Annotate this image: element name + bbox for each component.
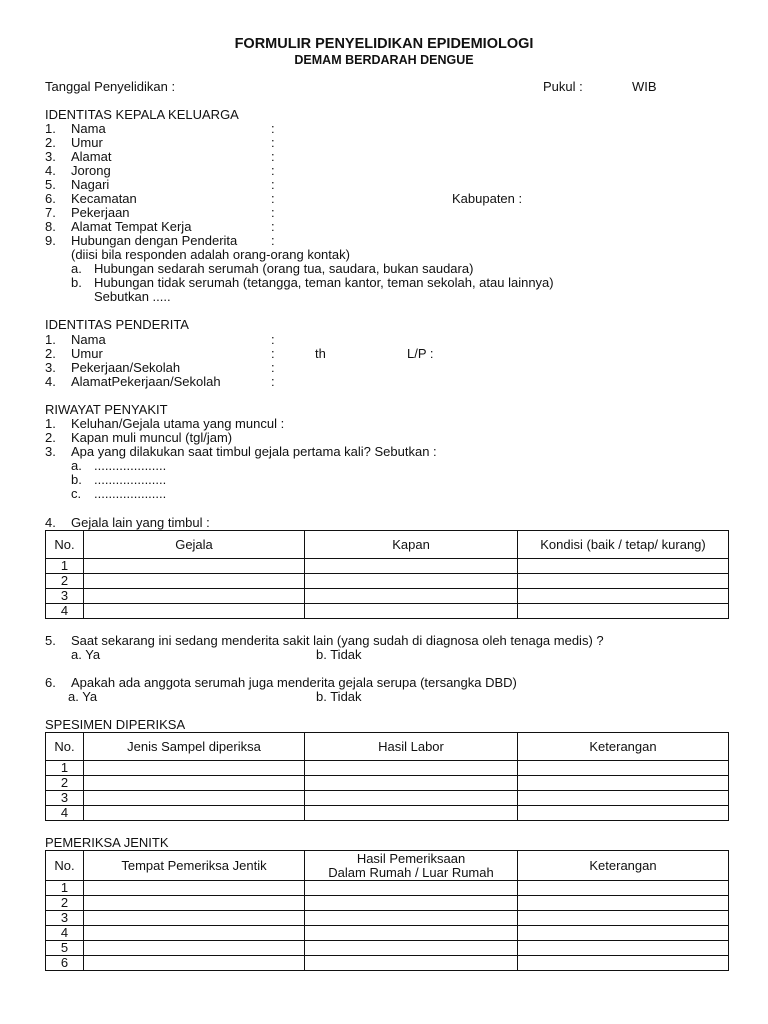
riwayat-q3-num: 3. <box>45 444 56 459</box>
lp-label: L/P : <box>407 346 434 361</box>
kk-item-num: 6. <box>45 191 56 206</box>
spesimen-row-number: 2 <box>46 776 84 791</box>
jentik-row <box>46 881 729 896</box>
form-title: FORMULIR PENYELIDIKAN EPIDEMIOLOGI <box>234 36 534 52</box>
jentik-row-number: 5 <box>46 941 84 956</box>
kk-item-num: 3. <box>45 149 56 164</box>
penderita-item-num: 1. <box>45 332 56 347</box>
kk-item-field[interactable]: : <box>271 121 275 136</box>
jentik-cell[interactable] <box>84 956 305 971</box>
q6-option-ya[interactable]: a. Ya <box>68 689 98 704</box>
spesimen-cell[interactable] <box>84 806 305 821</box>
spesimen-row <box>46 776 729 791</box>
gejala-header: No. <box>46 531 84 559</box>
q5-text: Saat sekarang ini sedang menderita sakit lain (yang sudah di diagnosa oleh tenaga medis) ? <box>71 633 604 648</box>
penderita-item-label: Nama <box>71 332 106 347</box>
kk-item-field[interactable]: : <box>271 135 275 150</box>
gejala-row-number: 1 <box>46 559 84 574</box>
gejala-row <box>46 574 729 589</box>
spesimen-row <box>46 806 729 821</box>
gejala-row-number: 2 <box>46 574 84 589</box>
gejala-row <box>46 559 729 574</box>
spesimen-cell[interactable] <box>305 776 518 791</box>
kk-option-a: Hubungan sedarah serumah (orang tua, saudara, bukan saudara) <box>94 261 474 276</box>
penderita-item-field[interactable]: : <box>271 346 275 361</box>
jentik-cell[interactable] <box>305 926 518 941</box>
spesimen-cell[interactable] <box>518 806 729 821</box>
penderita-item-field[interactable]: : <box>271 360 275 375</box>
jentik-cell[interactable] <box>84 926 305 941</box>
jentik-cell[interactable] <box>84 911 305 926</box>
kk-item-field[interactable]: : <box>271 177 275 192</box>
spesimen-cell[interactable] <box>518 761 729 776</box>
jentik-cell[interactable] <box>84 896 305 911</box>
kk-item-field[interactable]: : <box>271 149 275 164</box>
penderita-item-label: AlamatPekerjaan/Sekolah <box>71 374 221 389</box>
kk-item-field[interactable]: : <box>271 233 275 248</box>
jentik-cell[interactable] <box>305 956 518 971</box>
spesimen-header: Hasil Labor <box>305 733 518 761</box>
jentik-header-hasil-line1: Hasil Pemeriksaan <box>356 850 466 866</box>
jentik-row-number: 1 <box>46 881 84 896</box>
jentik-header-tempat: Tempat Pemeriksa Jentik <box>84 851 305 881</box>
riwayat-q4: Gejala lain yang timbul : <box>71 515 210 530</box>
kk-sebutkan: Sebutkan ..... <box>94 289 171 304</box>
kk-item-label: Hubungan dengan Penderita <box>71 233 238 248</box>
riwayat-q3-option-letter: a. <box>71 458 82 473</box>
gejala-cell[interactable] <box>305 574 518 589</box>
riwayat-q3-option-field[interactable]: .................... <box>94 472 167 487</box>
jentik-cell[interactable] <box>518 956 729 971</box>
riwayat-q3-option-field[interactable]: .................... <box>94 486 167 501</box>
gejala-cell[interactable] <box>305 559 518 574</box>
jentik-cell[interactable] <box>84 941 305 956</box>
penderita-item-label: Umur <box>71 346 103 361</box>
gejala-table <box>45 530 729 619</box>
kk-item-field[interactable]: : <box>271 163 275 178</box>
jentik-row <box>46 896 729 911</box>
kk-item-label: Alamat Tempat Kerja <box>71 219 192 234</box>
kk-option-b-letter: b. <box>71 275 82 290</box>
spesimen-cell[interactable] <box>84 776 305 791</box>
kk-item-field[interactable]: : <box>271 219 275 234</box>
jentik-header-keterangan: Keterangan <box>518 851 729 881</box>
penderita-item-field[interactable]: : <box>271 374 275 389</box>
kabupaten-label: Kabupaten : <box>452 191 523 206</box>
kk-item-num: 7. <box>45 205 56 220</box>
jentik-cell[interactable] <box>518 881 729 896</box>
kk-item-field[interactable]: : <box>271 191 275 206</box>
jentik-row-number: 2 <box>46 896 84 911</box>
penderita-item-field[interactable]: : <box>271 332 275 347</box>
kk-item-num: 2. <box>45 135 56 150</box>
jentik-heading: PEMERIKSA JENITK <box>45 835 169 850</box>
jentik-row <box>46 941 729 956</box>
riwayat-q2-num: 2. <box>45 430 56 445</box>
kk-item-num: 1. <box>45 121 56 136</box>
kk-item-label: Nama <box>71 121 106 136</box>
pukul-label: Pukul : <box>543 79 583 94</box>
jentik-cell[interactable] <box>518 941 729 956</box>
riwayat-q1-num: 1. <box>45 416 56 431</box>
jentik-cell[interactable] <box>305 896 518 911</box>
jentik-cell[interactable] <box>305 941 518 956</box>
kepala-keluarga-heading: IDENTITAS KEPALA KELUARGA <box>45 107 239 122</box>
kk-item-label: Pekerjaan <box>71 205 130 220</box>
q6-option-tidak[interactable]: b. Tidak <box>316 689 362 704</box>
spesimen-cell[interactable] <box>518 776 729 791</box>
gejala-header: Kapan <box>305 531 518 559</box>
spesimen-row <box>46 791 729 806</box>
spesimen-cell[interactable] <box>518 791 729 806</box>
spesimen-header: No. <box>46 733 84 761</box>
spesimen-row-number: 1 <box>46 761 84 776</box>
kk-option-a-letter: a. <box>71 261 82 276</box>
jentik-table <box>45 850 729 971</box>
jentik-cell[interactable] <box>84 881 305 896</box>
gejala-cell[interactable] <box>518 574 729 589</box>
jentik-row-number: 6 <box>46 956 84 971</box>
riwayat-q3: Apa yang dilakukan saat timbul gejala pertama kali? Sebutkan : <box>71 444 437 459</box>
spesimen-row <box>46 761 729 776</box>
q6-text: Apakah ada anggota serumah juga menderita gejala serupa (tersangka DBD) <box>71 675 517 690</box>
riwayat-heading: RIWAYAT PENYAKIT <box>45 402 168 417</box>
kk-item-label: Nagari <box>71 177 110 192</box>
jentik-cell[interactable] <box>518 926 729 941</box>
tanggal-label: Tanggal Penyelidikan : <box>45 79 176 94</box>
spesimen-table <box>45 732 729 821</box>
penderita-item-label: Pekerjaan/Sekolah <box>71 360 181 375</box>
kk-note: (diisi bila responden adalah orang-orang kontak) <box>71 247 350 262</box>
q5-option-tidak[interactable]: b. Tidak <box>316 647 362 662</box>
gejala-header: Kondisi (baik / tetap/ kurang) <box>518 531 729 559</box>
umur-th-label: th <box>315 346 326 361</box>
penderita-item-num: 3. <box>45 360 56 375</box>
gejala-cell[interactable] <box>518 559 729 574</box>
penderita-heading: IDENTITAS PENDERITA <box>45 317 189 332</box>
q5-num: 5. <box>45 633 56 648</box>
jentik-header-no: No. <box>46 851 84 881</box>
riwayat-q3-option-letter: b. <box>71 472 82 487</box>
gejala-row-number: 3 <box>46 589 84 604</box>
kk-item-num: 9. <box>45 233 56 248</box>
jentik-row <box>46 926 729 941</box>
gejala-header: Gejala <box>84 531 305 559</box>
kk-item-num: 4. <box>45 163 56 178</box>
jentik-header-hasil <box>305 851 518 881</box>
gejala-cell[interactable] <box>518 604 729 619</box>
gejala-cell[interactable] <box>305 589 518 604</box>
kk-item-num: 8. <box>45 219 56 234</box>
kk-item-label: Alamat <box>71 149 112 164</box>
riwayat-q3-option-letter: c. <box>71 486 82 501</box>
jentik-cell[interactable] <box>305 911 518 926</box>
gejala-row-number: 4 <box>46 604 84 619</box>
q6-num: 6. <box>45 675 56 690</box>
gejala-cell[interactable] <box>84 559 305 574</box>
jentik-row-number: 4 <box>46 926 84 941</box>
jentik-cell[interactable] <box>518 896 729 911</box>
spesimen-cell[interactable] <box>84 791 305 806</box>
spesimen-header: Jenis Sampel diperiksa <box>84 733 305 761</box>
jentik-row <box>46 956 729 971</box>
q5-option-ya[interactable]: a. Ya <box>71 647 101 662</box>
riwayat-q3-option-field[interactable]: .................... <box>94 458 167 473</box>
kk-item-label: Jorong <box>71 163 111 178</box>
gejala-row <box>46 604 729 619</box>
kk-item-label: Kecamatan <box>71 191 137 206</box>
penderita-item-num: 4. <box>45 374 56 389</box>
kk-item-label: Umur <box>71 135 103 150</box>
gejala-cell[interactable] <box>518 589 729 604</box>
spesimen-cell[interactable] <box>84 761 305 776</box>
gejala-cell[interactable] <box>305 604 518 619</box>
spesimen-cell[interactable] <box>305 761 518 776</box>
jentik-row-number: 3 <box>46 911 84 926</box>
wib-label: WIB <box>632 79 657 94</box>
jentik-row <box>46 911 729 926</box>
kk-item-num: 5. <box>45 177 56 192</box>
form-subtitle: DEMAM BERDARAH DENGUE <box>294 53 474 67</box>
spesimen-row-number: 3 <box>46 791 84 806</box>
spesimen-cell[interactable] <box>305 806 518 821</box>
spesimen-row-number: 4 <box>46 806 84 821</box>
gejala-cell[interactable] <box>84 604 305 619</box>
gejala-cell[interactable] <box>84 574 305 589</box>
spesimen-heading: SPESIMEN DIPERIKSA <box>45 717 186 732</box>
spesimen-header: Keterangan <box>518 733 729 761</box>
jentik-cell[interactable] <box>305 881 518 896</box>
kk-option-b: Hubungan tidak serumah (tetangga, teman kantor, teman sekolah, atau lainnya) <box>94 275 554 290</box>
riwayat-q1: Keluhan/Gejala utama yang muncul : <box>71 416 285 431</box>
gejala-cell[interactable] <box>84 589 305 604</box>
jentik-cell[interactable] <box>518 911 729 926</box>
kk-item-field[interactable]: : <box>271 205 275 220</box>
penderita-item-num: 2. <box>45 346 56 361</box>
gejala-row <box>46 589 729 604</box>
riwayat-q2: Kapan muli muncul (tgl/jam) <box>71 430 233 445</box>
spesimen-cell[interactable] <box>305 791 518 806</box>
riwayat-q4-num: 4. <box>45 515 56 530</box>
jentik-header-hasil-line2: Dalam Rumah / Luar Rumah <box>328 864 494 880</box>
